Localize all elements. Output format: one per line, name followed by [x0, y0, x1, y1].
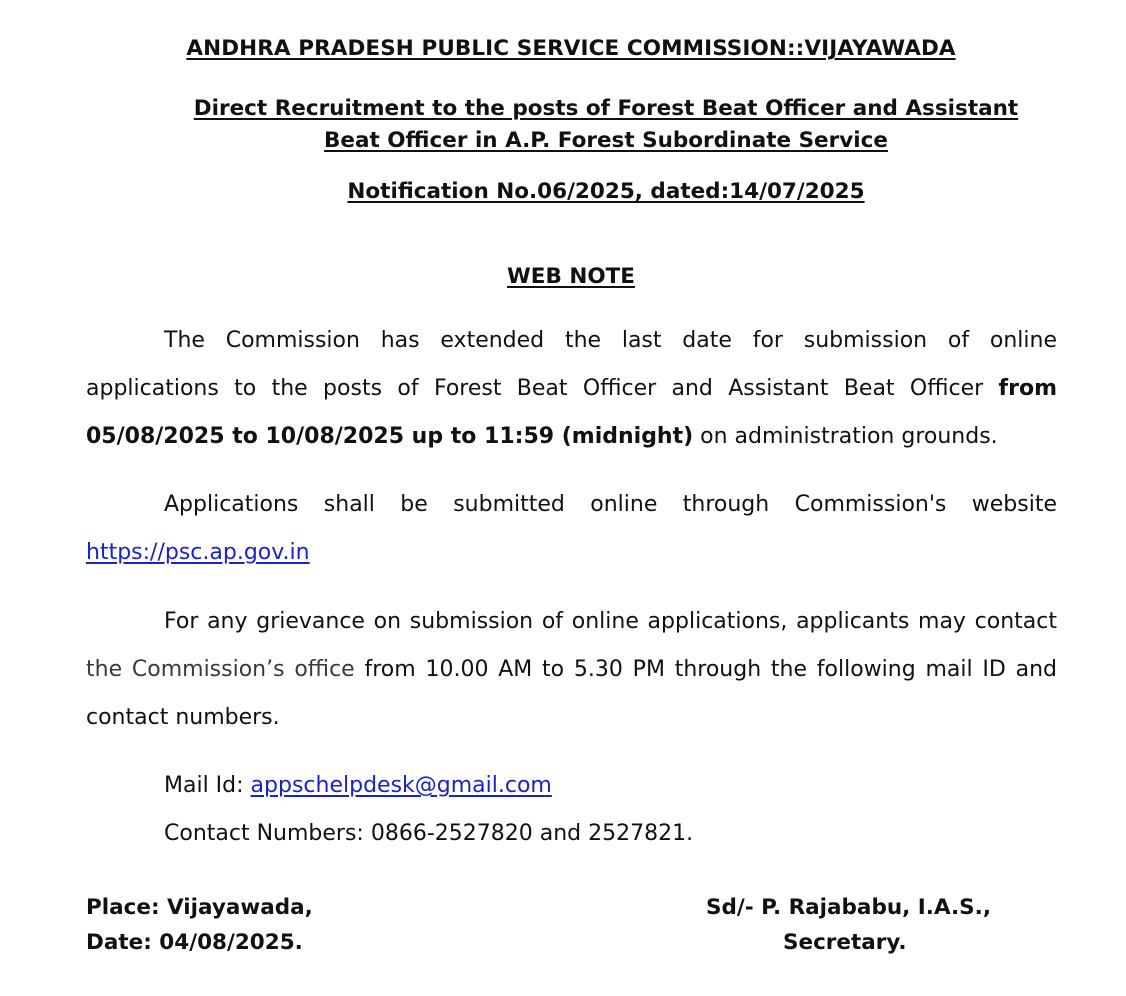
extension-text: The Commission has extended the last date for submission of online applications to the posts of Forest Beat Officer and Assistant Beat Officer [86, 328, 1057, 401]
mail-label: Mail Id: [164, 773, 251, 798]
website-link[interactable]: https://psc.ap.gov.in [86, 540, 310, 565]
contact-numbers: Contact Numbers: 0866-2527820 and 2527821. [164, 821, 694, 846]
recruitment-subject [0, 93, 1126, 157]
grievance-paragraph [86, 598, 1057, 742]
mail-id-line [164, 762, 552, 810]
web-note-title: WEB NOTE [507, 264, 635, 289]
place: Place: Vijayawada, [86, 895, 313, 920]
date: Date: 04/08/2025. [86, 930, 303, 955]
extension-paragraph [86, 317, 1057, 461]
subject-line-1: Direct Recruitment to the posts of Forest Beat Officer and Assistant [193, 96, 1019, 121]
website-text: Applications shall be submitted online through Commission's website [164, 492, 1057, 517]
notification-number: Notification No.06/2025, dated:14/07/2025 [347, 179, 865, 204]
commission-office: the Commission’s office [86, 657, 355, 682]
website-paragraph [86, 481, 1057, 577]
grievance-text: For any grievance on submission of online applications, applicants may contact [164, 609, 1057, 634]
designation: Secretary. [783, 930, 907, 955]
subject-line-2: Beat Officer in A.P. Forest Subordinate Service [324, 128, 888, 153]
extension-reason: on administration grounds. [693, 424, 998, 449]
signature: Sd/- P. Rajababu, I.A.S., [706, 895, 991, 920]
commission-title: ANDHRA PRADESH PUBLIC SERVICE COMMISSION::VIJAYAWADA [186, 36, 956, 61]
grievance-hours: from 10.00 AM to 5.30 PM through the following mail ID and contact numbers. [86, 657, 1057, 730]
email-link[interactable]: appschelpdesk@gmail.com [250, 773, 552, 798]
extension-dates: from 05/08/2025 to 10/08/2025 up to 11:59 (midnight) [86, 376, 1057, 449]
